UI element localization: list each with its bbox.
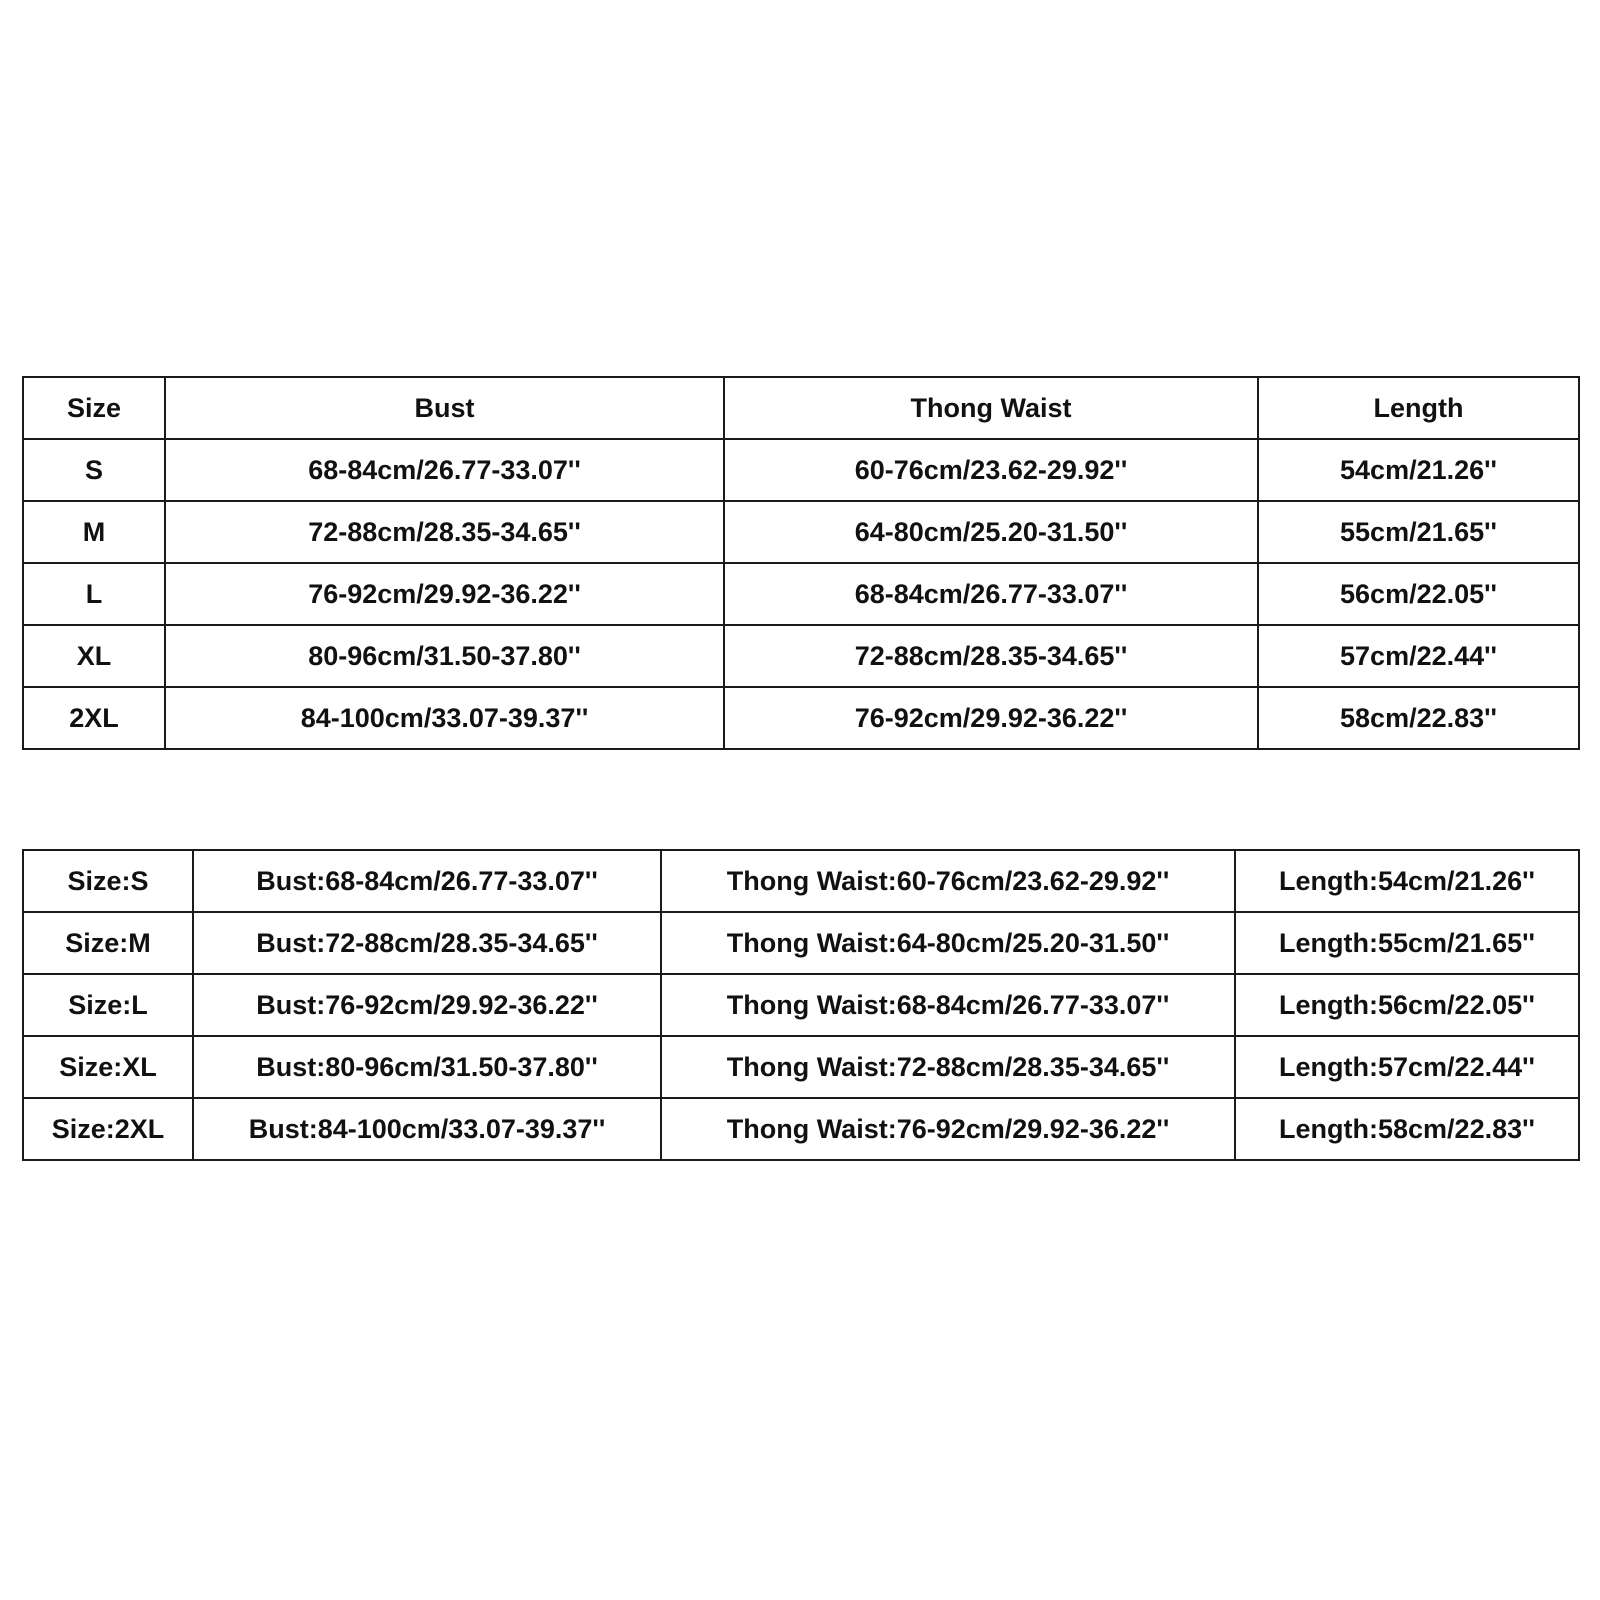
table-row (23, 974, 1579, 1036)
table-row (23, 625, 1579, 687)
size-chart-table-cm-inch (22, 376, 1580, 750)
thong-waist-cell: Thong Waist:60-76cm/23.62-29.92'' (661, 850, 1235, 912)
size-cell: 2XL (23, 687, 165, 749)
thong-waist-cell: Thong Waist:72-88cm/28.35-34.65'' (661, 1036, 1235, 1098)
table-row (23, 1036, 1579, 1098)
table-header-row (23, 377, 1579, 439)
bust-cell: 80-96cm/31.50-37.80'' (165, 625, 724, 687)
thong-waist-cell: 60-76cm/23.62-29.92'' (724, 439, 1258, 501)
length-cell: Length:55cm/21.65'' (1235, 912, 1579, 974)
table-row (23, 912, 1579, 974)
length-cell: Length:58cm/22.83'' (1235, 1098, 1579, 1160)
size-cell: Size:2XL (23, 1098, 193, 1160)
length-cell: 54cm/21.26'' (1258, 439, 1579, 501)
size-cell: XL (23, 625, 165, 687)
table-row (23, 501, 1579, 563)
length-cell: 58cm/22.83'' (1258, 687, 1579, 749)
size-cell: S (23, 439, 165, 501)
bust-cell: 76-92cm/29.92-36.22'' (165, 563, 724, 625)
table-row (23, 1098, 1579, 1160)
header-thong-waist: Thong Waist (724, 377, 1258, 439)
size-cell: Size:S (23, 850, 193, 912)
thong-waist-cell: 76-92cm/29.92-36.22'' (724, 687, 1258, 749)
size-chart-table-labeled (22, 849, 1580, 1161)
bust-cell: Bust:84-100cm/33.07-39.37'' (193, 1098, 661, 1160)
bust-cell: 84-100cm/33.07-39.37'' (165, 687, 724, 749)
bust-cell: 68-84cm/26.77-33.07'' (165, 439, 724, 501)
header-bust: Bust (165, 377, 724, 439)
length-cell: 55cm/21.65'' (1258, 501, 1579, 563)
table-row (23, 687, 1579, 749)
size-cell: Size:M (23, 912, 193, 974)
size-cell: L (23, 563, 165, 625)
bust-cell: Bust:72-88cm/28.35-34.65'' (193, 912, 661, 974)
size-cell: M (23, 501, 165, 563)
thong-waist-cell: Thong Waist:76-92cm/29.92-36.22'' (661, 1098, 1235, 1160)
length-cell: Length:57cm/22.44'' (1235, 1036, 1579, 1098)
size-cell: Size:L (23, 974, 193, 1036)
thong-waist-cell: 64-80cm/25.20-31.50'' (724, 501, 1258, 563)
header-length: Length (1258, 377, 1579, 439)
length-cell: Length:56cm/22.05'' (1235, 974, 1579, 1036)
header-size: Size (23, 377, 165, 439)
bust-cell: Bust:76-92cm/29.92-36.22'' (193, 974, 661, 1036)
size-cell: Size:XL (23, 1036, 193, 1098)
length-cell: Length:54cm/21.26'' (1235, 850, 1579, 912)
table-row (23, 439, 1579, 501)
thong-waist-cell: 72-88cm/28.35-34.65'' (724, 625, 1258, 687)
thong-waist-cell: Thong Waist:68-84cm/26.77-33.07'' (661, 974, 1235, 1036)
table-row (23, 850, 1579, 912)
thong-waist-cell: Thong Waist:64-80cm/25.20-31.50'' (661, 912, 1235, 974)
length-cell: 56cm/22.05'' (1258, 563, 1579, 625)
bust-cell: 72-88cm/28.35-34.65'' (165, 501, 724, 563)
bust-cell: Bust:68-84cm/26.77-33.07'' (193, 850, 661, 912)
table-row (23, 563, 1579, 625)
length-cell: 57cm/22.44'' (1258, 625, 1579, 687)
thong-waist-cell: 68-84cm/26.77-33.07'' (724, 563, 1258, 625)
bust-cell: Bust:80-96cm/31.50-37.80'' (193, 1036, 661, 1098)
